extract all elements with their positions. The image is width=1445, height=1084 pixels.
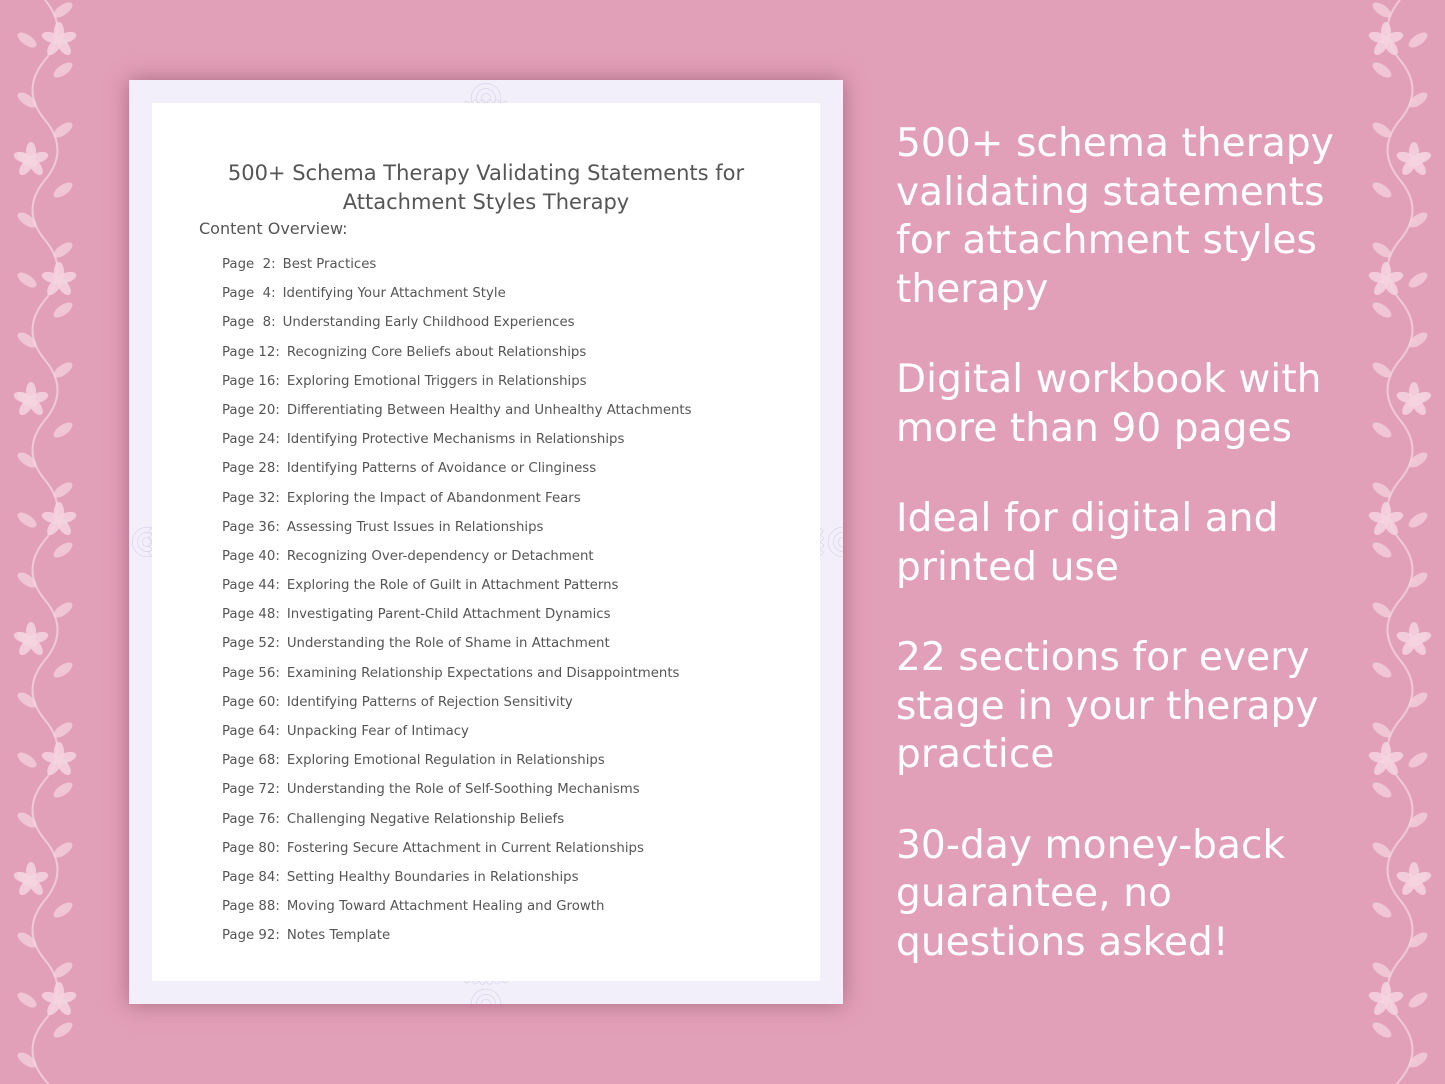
toc-page-number: Page 88:: [222, 899, 280, 915]
toc-page-number: Page 56:: [222, 665, 280, 681]
toc-topic: Understanding the Role of Shame in Attachment: [286, 636, 610, 652]
toc-item: [222, 401, 692, 430]
toc-topic: Exploring the Role of Guilt in Attachment Patterns: [286, 578, 619, 594]
toc-item: [222, 372, 692, 401]
toc-item: [222, 868, 692, 897]
feature-line: guarantee, no: [896, 871, 1172, 916]
feature-line: printed use: [896, 544, 1119, 590]
feature-statement: [896, 120, 1426, 314]
toc-page-number: Page 84:: [222, 869, 280, 885]
feature-line: 30-day money-back: [896, 822, 1286, 868]
toc-topic: Assessing Trust Issues in Relationships: [286, 519, 544, 535]
toc-topic: Identifying Patterns of Rejection Sensitivity: [286, 694, 573, 710]
toc-topic: Identifying Protective Mechanisms in Relationships: [286, 432, 625, 448]
toc-page-number: Page 2:: [222, 257, 276, 272]
toc-page-number: Page 80:: [222, 840, 280, 856]
toc-item: [222, 313, 692, 342]
table-of-contents: [222, 255, 692, 956]
document-title-line-1: 500+ Schema Therapy Validating Statements for: [227, 161, 745, 185]
toc-topic: Notes Template: [286, 928, 391, 944]
toc-page-number: Page 64:: [222, 724, 280, 739]
toc-topic: Investigating Parent-Child Attachment Dynamics: [286, 607, 611, 623]
toc-topic: Setting Healthy Boundaries in Relationships: [286, 869, 579, 885]
toc-page-number: Page 68:: [222, 753, 280, 769]
feature-statement: [896, 822, 1426, 968]
toc-topic: Examining Relationship Expectations and Disappointments: [286, 665, 680, 681]
toc-item: [222, 751, 692, 780]
toc-topic: Identifying Your Attachment Style: [282, 286, 506, 302]
toc-page-number: Page 72:: [222, 782, 280, 798]
toc-page-number: Page 8:: [222, 315, 276, 331]
mandala-bottom-icon: [381, 980, 591, 1004]
toc-item: [222, 284, 692, 313]
toc-page-number: Page 20:: [222, 402, 280, 418]
feature-line: practice: [896, 732, 1055, 777]
document-preview: [129, 80, 843, 1004]
toc-page-number: Page 60:: [222, 694, 280, 710]
feature-line: validating statements: [896, 169, 1325, 215]
toc-topic: Best Practices: [282, 257, 377, 272]
toc-topic: Unpacking Fear of Intimacy: [286, 724, 469, 739]
feature-statement: [896, 356, 1426, 453]
toc-item: [222, 518, 692, 547]
feature-line: stage in your therapy: [896, 683, 1319, 729]
toc-topic: Recognizing Core Beliefs about Relationships: [286, 344, 587, 360]
toc-item: [222, 897, 692, 926]
toc-page-number: Page 12:: [222, 344, 280, 360]
toc-page-number: Page 40:: [222, 548, 280, 564]
toc-page-number: Page 28:: [222, 461, 280, 477]
toc-page-number: Page 32:: [222, 490, 280, 506]
toc-item: [222, 664, 692, 693]
toc-item: [222, 722, 692, 751]
toc-item: [222, 634, 692, 663]
content-overview-label: Content Overview:: [199, 219, 348, 238]
toc-page-number: Page 76:: [222, 811, 280, 827]
feature-line: more than 90 pages: [896, 405, 1292, 451]
toc-topic: Challenging Negative Relationship Beliefs: [286, 811, 565, 827]
toc-topic: Exploring Emotional Triggers in Relationships: [286, 373, 587, 389]
toc-topic: Moving Toward Attachment Healing and Growth: [286, 899, 605, 915]
toc-item: [222, 430, 692, 459]
floral-vine-left-icon: [0, 0, 90, 1084]
mandala-top-icon: [381, 80, 591, 104]
mandala-left-icon: [129, 452, 153, 632]
feature-line: Ideal for digital and: [896, 496, 1279, 541]
toc-topic: Recognizing Over-dependency or Detachment: [286, 548, 594, 564]
toc-page-number: Page 4:: [222, 286, 276, 302]
document-page: [152, 103, 820, 981]
toc-topic: Differentiating Between Healthy and Unhealthy Attachments: [286, 402, 692, 418]
toc-item: [222, 459, 692, 488]
toc-item: [222, 605, 692, 634]
toc-page-number: Page 52:: [222, 636, 280, 652]
mandala-right-icon: [819, 452, 843, 632]
toc-topic: Understanding Early Childhood Experiences: [282, 315, 575, 331]
feature-statement: [896, 634, 1426, 780]
feature-line: therapy: [896, 266, 1049, 312]
feature-line: 500+ schema therapy: [896, 121, 1334, 166]
toc-item: [222, 926, 692, 955]
toc-page-number: Page 92:: [222, 928, 280, 944]
document-title-line-2: Attachment Styles Therapy: [342, 190, 630, 214]
toc-item: [222, 780, 692, 809]
document-title: [152, 159, 820, 217]
toc-item: [222, 343, 692, 372]
toc-topic: Exploring Emotional Regulation in Relationships: [286, 753, 605, 769]
toc-page-number: Page 44:: [222, 578, 280, 594]
feature-statement: [896, 495, 1426, 592]
toc-item: [222, 839, 692, 868]
toc-topic: Exploring the Impact of Abandonment Fears: [286, 490, 581, 506]
toc-item: [222, 489, 692, 518]
feature-line: 22 sections for every: [896, 635, 1310, 680]
toc-item: [222, 693, 692, 722]
feature-list: [896, 120, 1426, 1009]
feature-line: for attachment styles: [896, 218, 1317, 263]
toc-topic: Fostering Secure Attachment in Current Relationships: [286, 840, 644, 856]
feature-line: Digital workbook with: [896, 357, 1322, 402]
toc-topic: Identifying Patterns of Avoidance or Clinginess: [286, 461, 597, 477]
toc-item: [222, 576, 692, 605]
feature-line: questions asked!: [896, 919, 1229, 965]
toc-item: [222, 255, 692, 284]
toc-page-number: Page 24:: [222, 432, 280, 448]
toc-topic: Understanding the Role of Self-Soothing Mechanisms: [286, 782, 640, 798]
toc-page-number: Page 36:: [222, 519, 280, 535]
toc-page-number: Page 16:: [222, 373, 280, 389]
toc-item: [222, 810, 692, 839]
toc-item: [222, 547, 692, 576]
toc-page-number: Page 48:: [222, 607, 280, 623]
